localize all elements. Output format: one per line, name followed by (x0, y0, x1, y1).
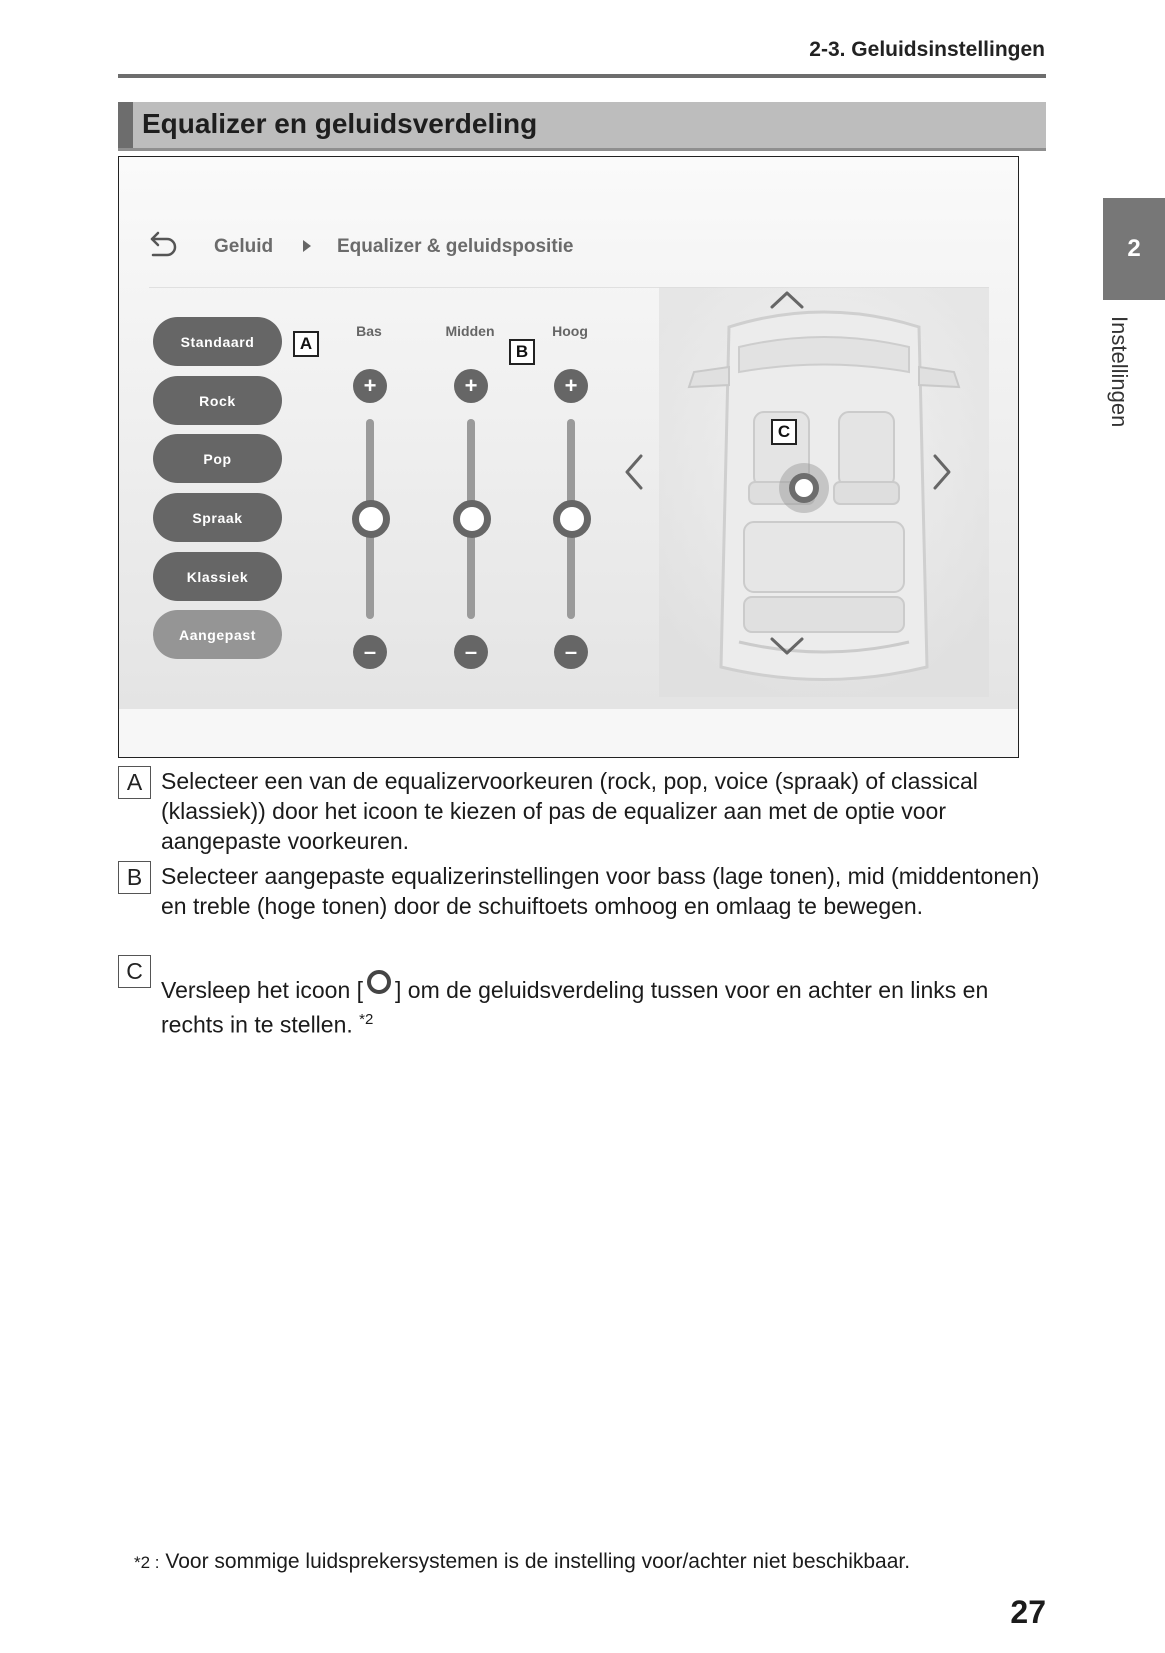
footnote-mark: *2 : (134, 1553, 160, 1572)
chevron-right-icon[interactable] (931, 453, 953, 491)
desc-label-c: C (118, 955, 151, 988)
chevron-down-icon[interactable] (769, 635, 805, 657)
preset-aangepast-button[interactable]: Aangepast (153, 610, 282, 659)
desc-text-c (161, 970, 1041, 1040)
sound-position-knob[interactable] (779, 463, 829, 513)
eq-midden-minus-button[interactable]: – (454, 635, 488, 669)
footnote-text: Voor sommige luidsprekersystemen is de instelling voor/achter niet beschikbaar. (165, 1550, 911, 1573)
eq-midden-slider-knob[interactable] (453, 500, 491, 538)
eq-bas-plus-button[interactable]: + (353, 369, 387, 403)
desc-text-a: Selecteer een van de equalizervoorkeuren (rock, pop, voice (spraak) of classical (klassiek)) door het icoon te kiezen of pas de equalizer aan met de optie voor aangepaste voorkeuren. (161, 768, 978, 854)
section-accent (118, 102, 133, 148)
running-head: 2-3. Geluidsinstellingen (809, 38, 1045, 61)
chapter-label-container (1100, 316, 1140, 446)
sound-position-knob-center (789, 473, 819, 503)
chevron-up-icon[interactable] (769, 289, 805, 311)
header-rule (118, 74, 1046, 78)
footnote-ref: *2 (359, 1011, 374, 1028)
eq-bas-label: Bas (356, 323, 382, 339)
preset-rock-button[interactable]: Rock (153, 376, 282, 425)
callout-b: B (509, 339, 535, 365)
preset-pop-button[interactable]: Pop (153, 434, 282, 483)
section-title-bar (118, 102, 1046, 151)
preset-klassiek-button[interactable]: Klassiek (153, 552, 282, 601)
preset-spraak-button[interactable]: Spraak (153, 493, 282, 542)
screen-bottom-area (119, 709, 1018, 757)
ring-icon (367, 970, 391, 994)
chapter-tab (1103, 198, 1165, 300)
breadcrumb-parent[interactable]: Geluid (214, 236, 274, 257)
eq-midden-label: Midden (445, 323, 495, 339)
desc-label-b: B (118, 861, 151, 894)
eq-hoog-label: Hoog (552, 323, 588, 339)
equalizer-screen (119, 157, 1018, 709)
callout-c: C (771, 419, 797, 445)
eq-hoog-slider-knob[interactable] (553, 500, 591, 538)
breadcrumb-arrow-icon (303, 240, 311, 252)
preset-standaard-button[interactable]: Standaard (153, 317, 282, 366)
eq-midden-plus-button[interactable]: + (454, 369, 488, 403)
breadcrumb-current: Equalizer & geluidspositie (337, 236, 574, 257)
eq-bas-slider-knob[interactable] (352, 500, 390, 538)
footnote (134, 1550, 910, 1574)
callout-a: A (293, 331, 319, 357)
section-title: Equalizer en geluidsverdeling (142, 108, 538, 139)
back-icon[interactable] (149, 229, 179, 259)
eq-hoog-plus-button[interactable]: + (554, 369, 588, 403)
desc-text-b: Selecteer aangepaste equalizerinstellingen voor bass (lage tonen), mid (middentonen) en treble (hoge tonen) door de schuiftoets omhoog en omlaag te bewegen. (161, 863, 1040, 919)
page-number: 27 (1010, 1594, 1046, 1630)
desc-c-before: Versleep het icoon [ (161, 977, 364, 1003)
screen-illustration (118, 156, 1019, 758)
desc-c-after: ] om de geluidsverdeling tussen voor en achter en links en rechts in te stellen. (161, 977, 989, 1038)
eq-bas-minus-button[interactable]: – (353, 635, 387, 669)
chapter-number: 2 (1127, 235, 1141, 262)
chapter-label: Instellingen (1107, 316, 1132, 428)
eq-hoog-minus-button[interactable]: – (554, 635, 588, 669)
desc-label-a: A (118, 766, 151, 799)
chevron-left-icon[interactable] (623, 453, 645, 491)
